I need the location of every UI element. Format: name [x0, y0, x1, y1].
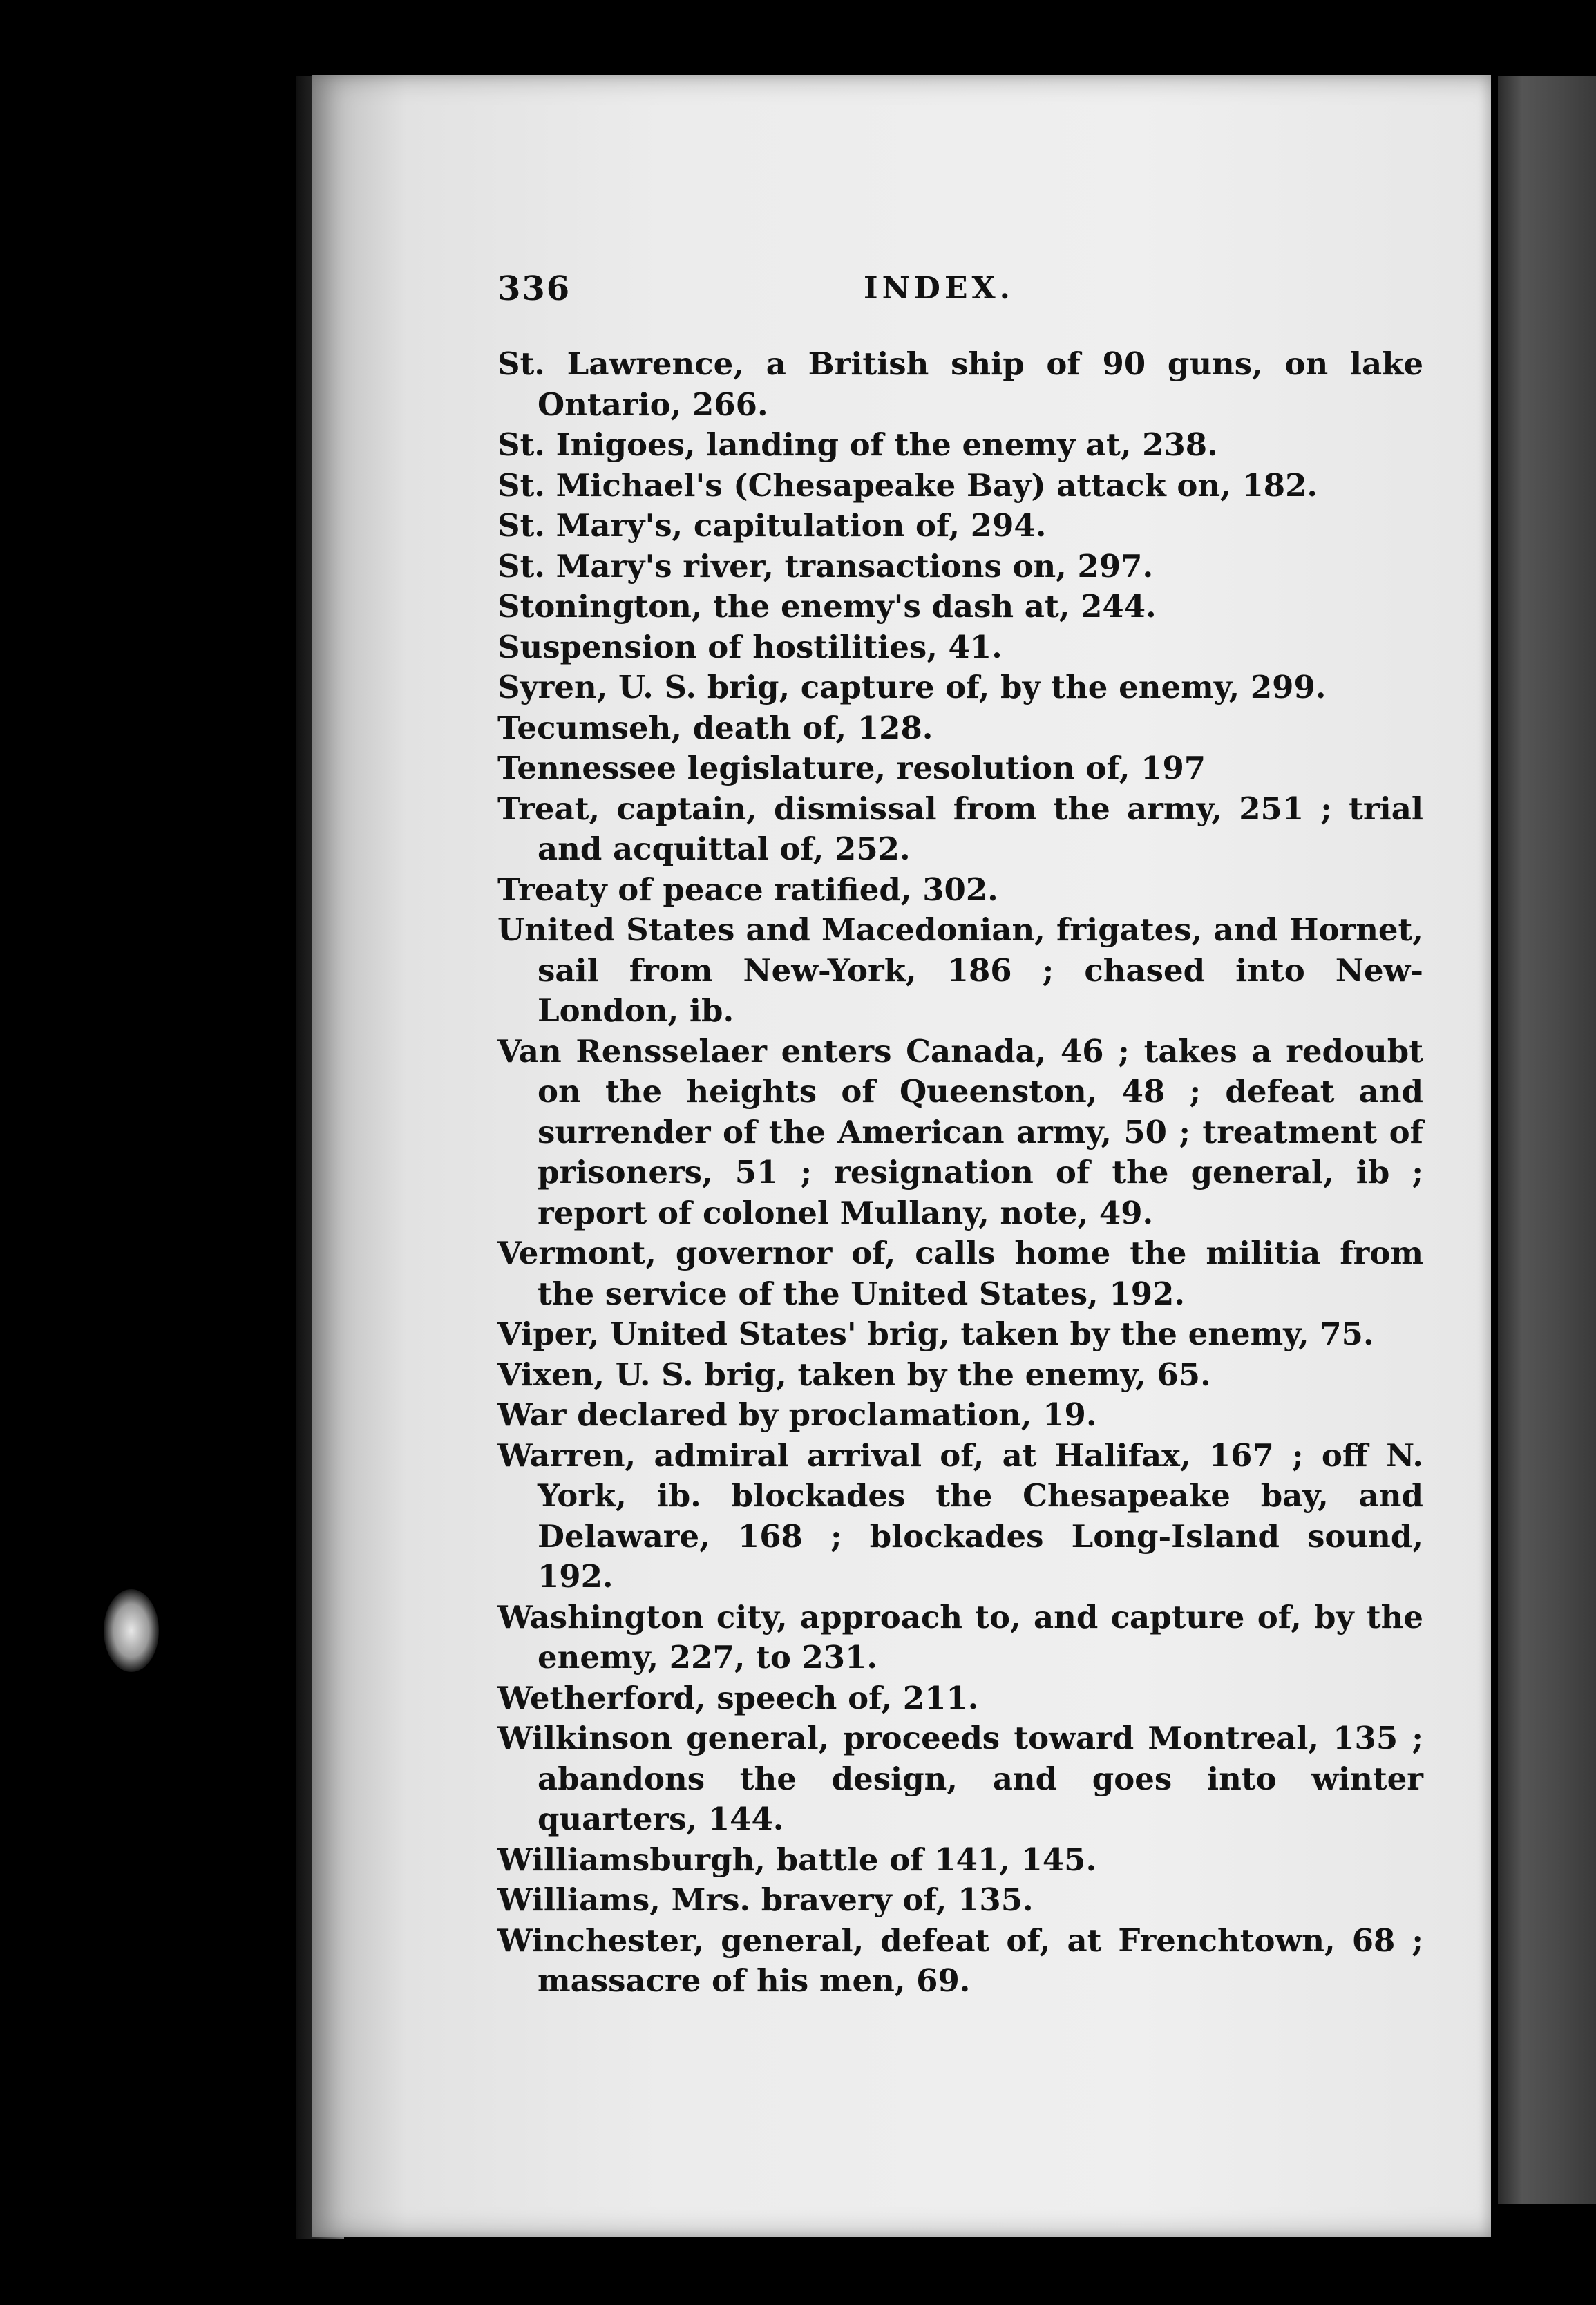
- index-entry: Syren, U. S. brig, capture of, by the enemy, 299.: [497, 669, 1327, 705]
- index-entry: Viper, United States' brig, taken by the enemy, 75.: [497, 1316, 1374, 1352]
- index-entry: Tecumseh, death of, 128.: [497, 709, 933, 746]
- index-entry: Tennessee legislature, resolution of, 197: [497, 750, 1206, 786]
- index-entry: Suspension of hostilities, 41.: [497, 628, 1003, 665]
- index-entry: Wetherford, speech of, 211.: [497, 1679, 979, 1716]
- index-entry: Stonington, the enemy's dash at, 244.: [497, 588, 1157, 625]
- index-entry: Treat, captain, dismissal from the army, 251 ; trial and acquittal of, 252.: [497, 790, 1423, 867]
- index-list: [497, 344, 1423, 2002]
- index-entry: War declared by proclamation, 19.: [497, 1396, 1097, 1433]
- book-page: [312, 75, 1491, 2237]
- index-entry: St. Lawrence, a British ship of 90 guns, on lake Ontario, 266.: [497, 345, 1423, 423]
- running-head: INDEX.: [864, 271, 1014, 306]
- index-entry: St. Michael's (Chesapeake Bay) attack on, 182.: [497, 466, 1318, 504]
- index-entry: United States and Macedonian, frigates, and Hornet, sail from New-York, 186 ; chased into New-London, ib.: [497, 911, 1423, 1029]
- index-entry: Williamsburgh, battle of 141, 145.: [497, 1841, 1097, 1878]
- index-entry: Treaty of peace ratified, 302.: [497, 871, 998, 908]
- index-entry: Washington city, approach to, and capture of, by the enemy, 227, to 231.: [497, 1598, 1423, 1676]
- index-entry: St. Inigoes, landing of the enemy at, 238.: [497, 426, 1218, 463]
- index-entry: Wilkinson general, proceeds toward Montreal, 135 ; abandons the design, and goes into winter quarters, 144.: [497, 1720, 1423, 1837]
- page-header: [497, 269, 1396, 318]
- index-entry: St. Mary's, capitulation of, 294.: [497, 507, 1047, 544]
- facing-page-edge: [1498, 76, 1596, 2204]
- index-entry: St. Mary's river, transactions on, 297.: [497, 547, 1154, 585]
- page-number: 336: [497, 269, 571, 308]
- index-entry: Williams, Mrs. bravery of, 135.: [497, 1881, 1034, 1918]
- index-entry: Warren, admiral arrival of, at Halifax, 167 ; off N. York, ib. blockades the Chesapeake bay, and Delaware, 168 ; blockades Long-Island sound, 192.: [497, 1436, 1423, 1595]
- index-entry: Vixen, U. S. brig, taken by the enemy, 65.: [497, 1356, 1211, 1393]
- index-entry: Van Rensselaer enters Canada, 46 ; takes a redoubt on the heights of Queenston, 48 ; defeat and surrender of the American army, 50 ; treatment of prisoners, 51 ; resignation of the general, ib ; report of colonel Mullany, note, 49.: [497, 1032, 1423, 1231]
- light-smudge: [104, 1589, 159, 1672]
- index-entry: Vermont, governor of, calls home the militia from the service of the United States, 192.: [497, 1235, 1423, 1312]
- index-entry: Winchester, general, defeat of, at Frenchtown, 68 ; massacre of his men, 69.: [497, 1922, 1423, 1999]
